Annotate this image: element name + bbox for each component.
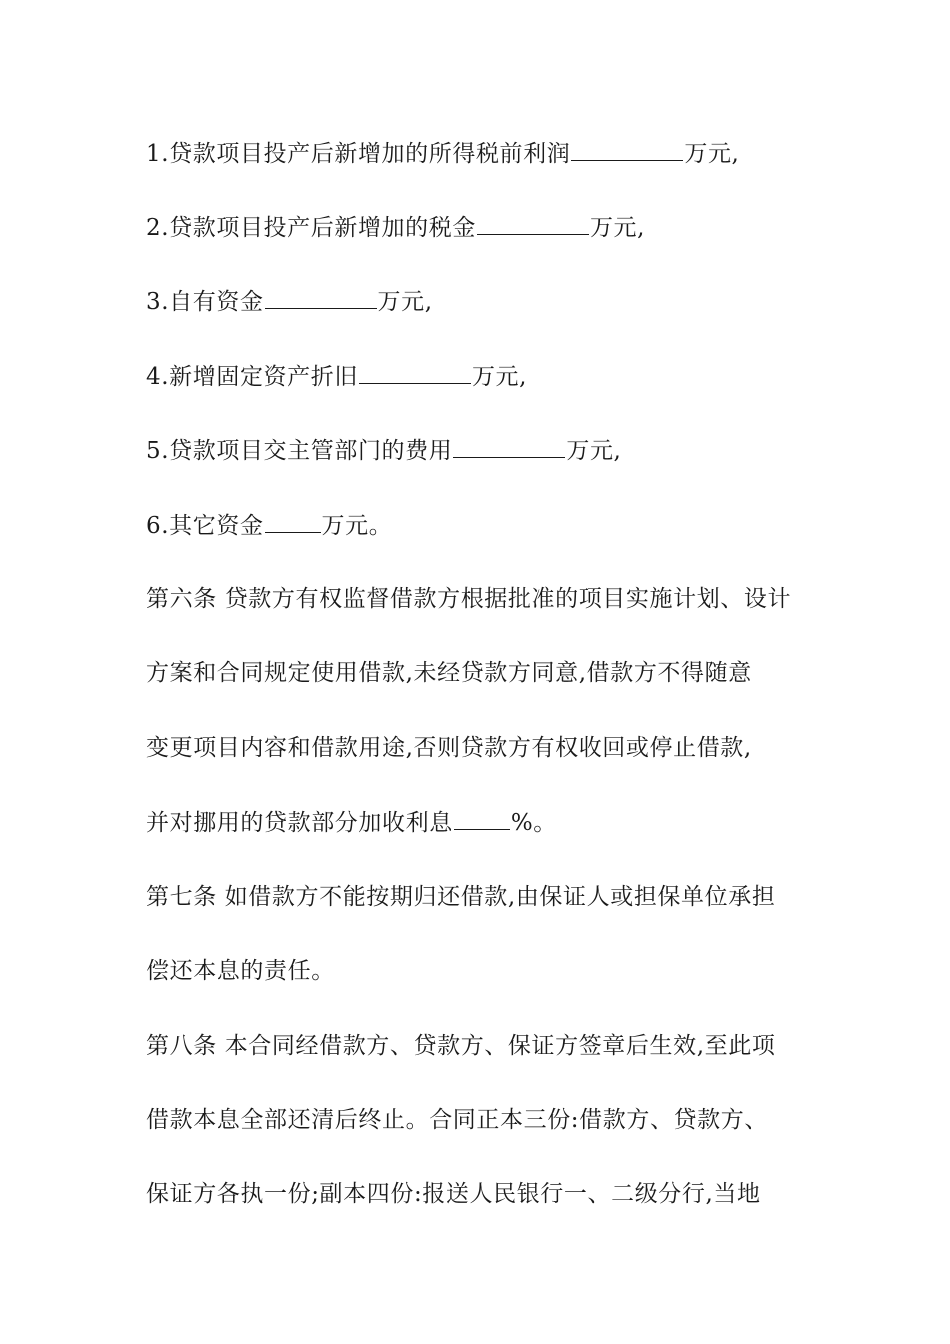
article-7-line-2: 偿还本息的责任。 <box>146 958 335 984</box>
article-8-line-1: 第八条 本合同经借款方、贷款方、保证方签章后生效,至此项 <box>146 1033 776 1059</box>
item-3-unit: 万元, <box>377 289 433 315</box>
item-6-blank <box>265 510 321 533</box>
item-1-text: 1.贷款项目投产后新增加的所得税前利润 <box>146 141 571 167</box>
article-6-line-4-unit: %。 <box>510 810 557 836</box>
item-6-unit: 万元。 <box>321 513 393 539</box>
item-6-text: 6.其它资金 <box>146 513 264 539</box>
item-1-blank <box>571 138 683 161</box>
item-2-blank <box>477 212 589 235</box>
item-5 <box>146 435 816 466</box>
item-3-text: 3.自有资金 <box>146 289 264 315</box>
item-4-unit: 万元, <box>471 364 528 390</box>
article-6-line-4-text: 并对挪用的贷款部分加收利息 <box>146 810 453 836</box>
item-5-blank <box>453 435 565 458</box>
interest-rate-blank <box>454 807 510 830</box>
item-3 <box>146 286 816 317</box>
item-2 <box>146 212 816 243</box>
item-4 <box>146 361 816 392</box>
article-6-line-1: 第六条 贷款方有权监督借款方根据批准的项目实施计划、设计 <box>146 586 792 612</box>
item-1 <box>146 138 816 169</box>
article-8-line-3: 保证方各执一份;副本四份:报送人民银行一、二级分行,当地 <box>146 1181 761 1207</box>
item-6 <box>146 510 816 541</box>
article-7-line-1: 第七条 如借款方不能按期归还借款,由保证人或担保单位承担 <box>146 884 776 910</box>
item-5-unit: 万元, <box>566 438 622 464</box>
article-6-line-4 <box>146 807 816 838</box>
item-2-text: 2.贷款项目投产后新增加的税金 <box>146 215 476 241</box>
item-5-text: 5.贷款项目交主管部门的费用 <box>146 438 453 464</box>
item-1-unit: 万元, <box>684 141 740 167</box>
item-3-blank <box>265 286 377 309</box>
article-6-line-3: 变更项目内容和借款用途,否则贷款方有权收回或停止借款, <box>146 735 752 761</box>
item-4-blank <box>359 361 471 384</box>
article-8-line-2: 借款本息全部还清后终止。合同正本三份:借款方、贷款方、 <box>146 1107 768 1133</box>
article-6-line-2: 方案和合同规定使用借款,未经贷款方同意,借款方不得随意 <box>146 660 752 686</box>
item-2-unit: 万元, <box>589 215 646 241</box>
item-4-text: 4.新增固定资产折旧 <box>146 364 358 390</box>
